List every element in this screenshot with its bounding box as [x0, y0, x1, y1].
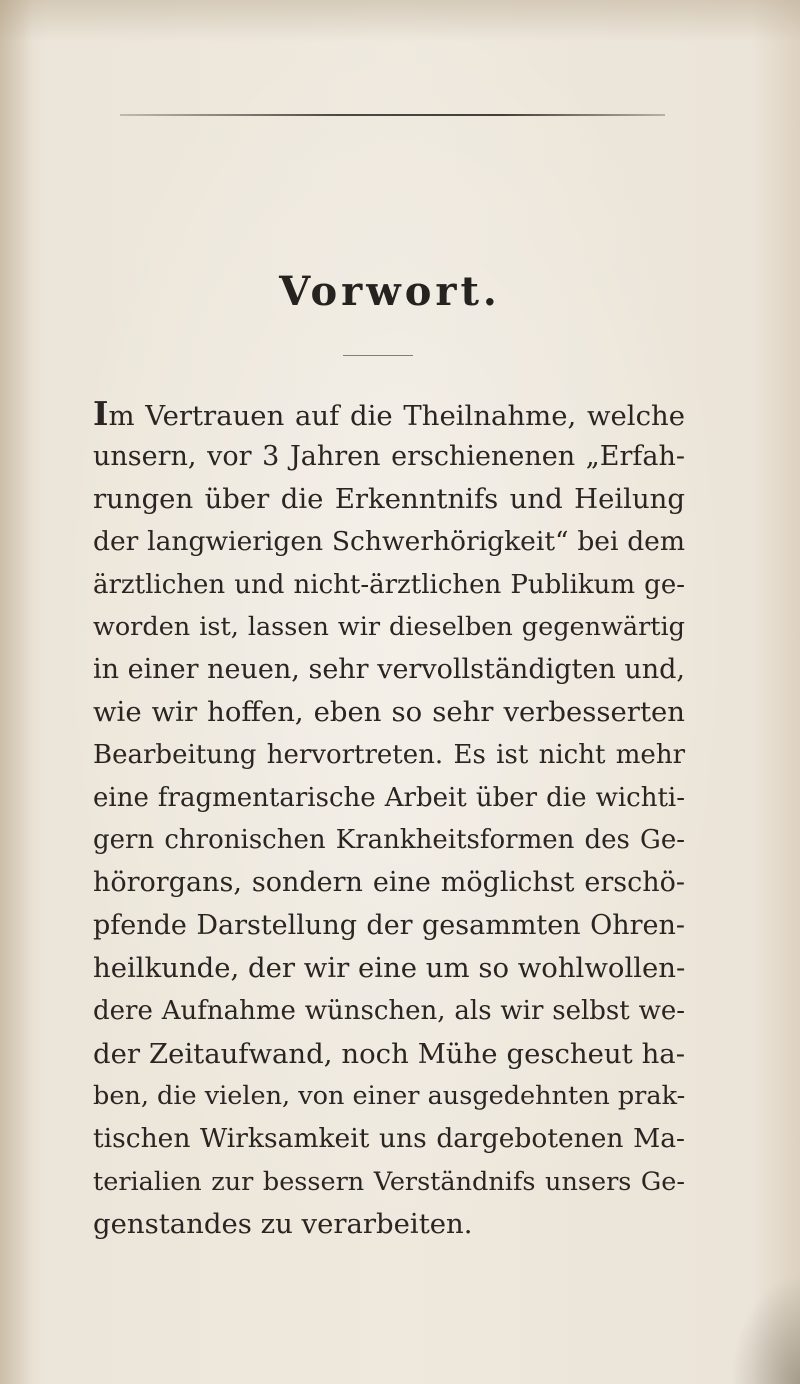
text-line: Bearbeitung hervortreten. Es ist nicht mehr — [93, 740, 685, 771]
page-corner-wear — [730, 1274, 800, 1384]
text-line — [93, 393, 685, 436]
page-title: Vorwort. — [279, 268, 501, 315]
text-line: gern chronischen Krankheitsformen des Ge- — [93, 825, 685, 856]
text-line: tischen Wirksamkeit uns dargebotenen Ma- — [93, 1122, 685, 1154]
text-line: ben, die vielen, von einer ausgedehnten prak- — [93, 1081, 686, 1112]
text-line: dere Aufnahme wünschen, als wir selbst we- — [93, 995, 685, 1026]
text-line: rungen über die Erkenntnifs und Heilung — [93, 483, 685, 516]
text-line: terialien zur bessern Verständnifs unsers Ge- — [93, 1166, 685, 1197]
text-line: heilkunde, der wir eine um so wohlwollen- — [93, 952, 686, 985]
text-line: wie wir hoffen, eben so sehr verbesserten — [93, 696, 685, 729]
text-line: genstandes zu verarbeiten. — [93, 1208, 473, 1241]
text-line: pfende Darstellung der gesammten Ohren- — [93, 909, 685, 941]
page-top-shadow — [0, 0, 800, 42]
header-rule — [120, 114, 665, 116]
text-line: worden ist, lassen wir dieselben gegenwärtig — [93, 612, 685, 643]
text-line: ärztlichen und nicht-ärztlichen Publikum ge- — [93, 569, 685, 600]
title-divider — [343, 355, 413, 356]
text-line: der Zeitaufwand, noch Mühe gescheut ha- — [93, 1037, 685, 1070]
text-line: der langwierigen Schwerhörigkeit“ bei dem — [93, 525, 685, 557]
text-line: eine fragmentarische Arbeit über die wichti- — [93, 782, 685, 813]
text-line: in einer neuen, sehr vervollständigten und, — [93, 653, 685, 685]
text-line: hörorgans, sondern eine möglichst erschö- — [93, 867, 685, 899]
text-line-content: m Vertrauen auf die Theilnahme, welche — [108, 400, 685, 432]
drop-cap: I — [93, 394, 109, 433]
text-line: unsern, vor 3 Jahren erschienenen „Erfah- — [93, 440, 685, 472]
page-left-shadow — [0, 0, 32, 1384]
body-text — [93, 393, 685, 1246]
